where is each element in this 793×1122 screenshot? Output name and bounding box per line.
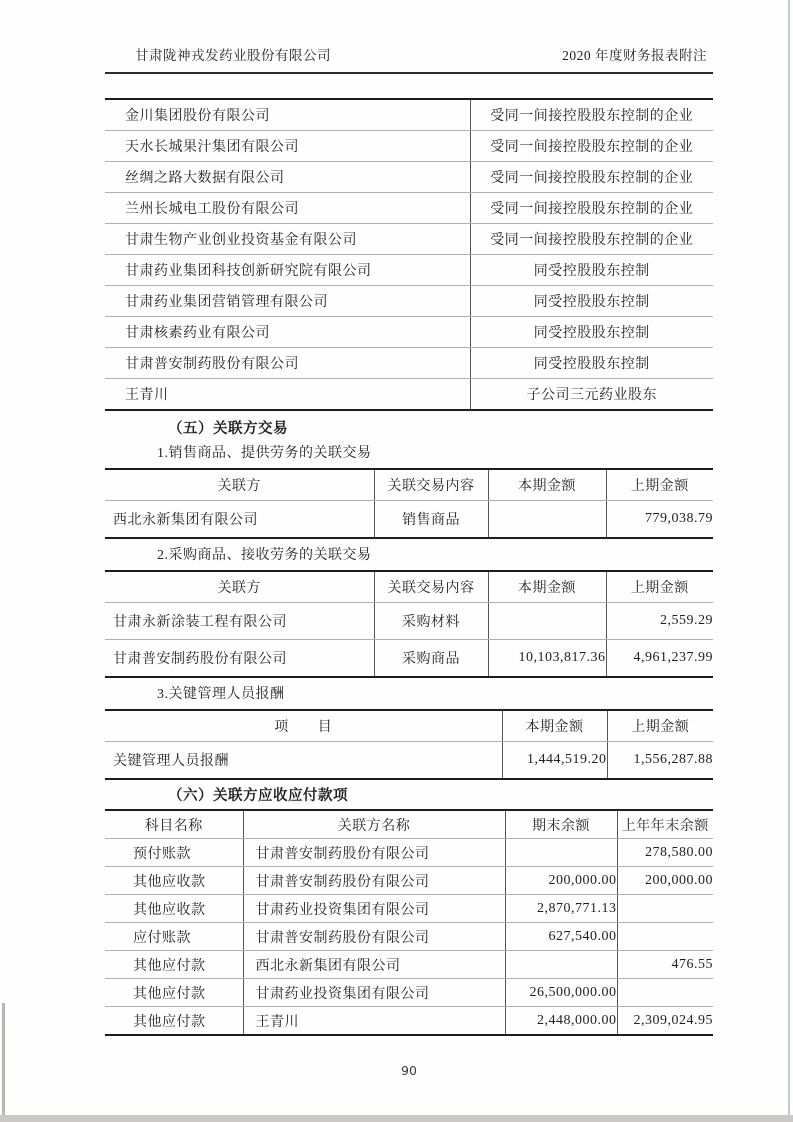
column-header: 关联交易内容 [374, 469, 488, 501]
current-amount-cell [488, 603, 606, 640]
relationship-cell: 受同一间接控股股东控制的企业 [470, 224, 713, 255]
table-row [105, 501, 713, 539]
current-amount-cell: 10,103,817.36 [488, 640, 606, 678]
document-header [105, 47, 713, 74]
prior-year-balance-cell [617, 979, 713, 1007]
table-header-row [105, 469, 713, 501]
key-management-compensation-table [105, 709, 713, 780]
prior-year-balance-cell: 278,580.00 [617, 839, 713, 867]
table-row [105, 193, 713, 224]
table-header-row [105, 710, 713, 742]
account-name-cell: 其他应收款 [105, 867, 243, 895]
party-name-cell: 甘肃普安制药股份有限公司 [105, 640, 374, 678]
page-number: 90 [401, 1063, 417, 1078]
page-content [105, 0, 713, 1078]
prior-amount-cell: 2,559.29 [606, 603, 713, 640]
column-header: 上期金额 [606, 571, 713, 603]
party-name-cell: 金川集团股份有限公司 [105, 99, 470, 131]
prior-year-balance-cell: 200,000.00 [617, 867, 713, 895]
table-row [105, 286, 713, 317]
party-name-cell: 甘肃普安制药股份有限公司 [105, 348, 470, 379]
table-row [105, 224, 713, 255]
scan-right-edge [788, 0, 790, 1122]
party-name-cell: 丝绸之路大数据有限公司 [105, 162, 470, 193]
account-name-cell: 其他应付款 [105, 1007, 243, 1036]
party-name-cell: 甘肃永新涂装工程有限公司 [105, 603, 374, 640]
column-header: 本期金额 [502, 710, 607, 742]
account-name-cell: 其他应付款 [105, 951, 243, 979]
table-row [105, 923, 713, 951]
prior-amount-cell: 779,038.79 [645, 511, 713, 526]
party-name-cell: 王青川 [105, 379, 470, 411]
table-row [105, 99, 713, 131]
report-title: 2020 年度财务报表附注 [562, 48, 707, 63]
relationship-cell: 受同一间接控股股东控制的企业 [470, 99, 713, 131]
ending-balance-cell: 2,870,771.13 [505, 895, 617, 923]
party-name-cell: 甘肃药业集团科技创新研究院有限公司 [105, 255, 470, 286]
section5-sub1-title: 1.销售商品、提供劳务的关联交易 [157, 446, 372, 461]
ending-balance-cell: 200,000.00 [505, 867, 617, 895]
column-header: 项 目 [105, 710, 502, 742]
account-name-cell: 其他应付款 [105, 979, 243, 1007]
table-row [105, 951, 713, 979]
relationship-cell: 同受控股股东控制 [470, 286, 713, 317]
table-row [105, 379, 713, 411]
table-row [105, 255, 713, 286]
scan-left-edge [2, 1003, 5, 1115]
party-name-cell: 甘肃药业投资集团有限公司 [243, 979, 505, 1007]
related-party-balances-table [105, 809, 713, 1036]
column-header: 上期金额 [606, 469, 713, 501]
table-row [105, 867, 713, 895]
table-row [105, 1007, 713, 1036]
relationship-cell: 受同一间接控股股东控制的企业 [470, 131, 713, 162]
table-row [105, 131, 713, 162]
table-row [105, 348, 713, 379]
party-name-cell: 甘肃核素药业有限公司 [105, 317, 470, 348]
party-name-cell: 甘肃生物产业创业投资基金有限公司 [105, 224, 470, 255]
table-row [105, 839, 713, 867]
table-row [105, 317, 713, 348]
table-header-row [105, 571, 713, 603]
account-name-cell: 预付账款 [105, 839, 243, 867]
section5-title: （五）关联方交易 [168, 421, 288, 437]
relationship-cell: 子公司三元药业股东 [526, 388, 657, 403]
column-header: 上期金额 [607, 710, 713, 742]
table-header-row [105, 810, 713, 839]
table-row [105, 603, 713, 640]
prior-year-balance-cell [617, 923, 713, 951]
relationship-cell: 同受控股股东控制 [470, 348, 713, 379]
party-name-cell: 甘肃普安制药股份有限公司 [243, 839, 505, 867]
relationship-cell: 受同一间接控股股东控制的企业 [470, 193, 713, 224]
prior-year-balance-cell: 476.55 [617, 951, 713, 979]
ending-balance-cell [505, 839, 617, 867]
column-header: 关联方 [105, 469, 374, 501]
party-name-cell: 西北永新集团有限公司 [243, 951, 505, 979]
scan-bottom-edge [0, 1115, 793, 1122]
column-header: 关联方名称 [243, 810, 505, 839]
party-name-cell: 天水长城果汁集团有限公司 [105, 131, 470, 162]
transaction-type-cell: 采购材料 [374, 603, 488, 640]
column-header: 上年年末余额 [617, 810, 713, 839]
section5-sub3-title: 3.关键管理人员报酬 [157, 687, 285, 702]
party-name-cell: 甘肃普安制药股份有限公司 [243, 867, 505, 895]
party-name-cell: 甘肃药业投资集团有限公司 [243, 895, 505, 923]
column-header: 关联方 [105, 571, 374, 603]
party-name-cell: 王青川 [243, 1007, 505, 1036]
ending-balance-cell: 627,540.00 [505, 923, 617, 951]
table-row [105, 742, 713, 780]
section6-title: （六）关联方应收应付款项 [168, 788, 348, 804]
party-name-cell: 甘肃药业集团营销管理有限公司 [105, 286, 470, 317]
table-row [105, 640, 713, 678]
table-row [105, 895, 713, 923]
sales-transactions-table [105, 468, 713, 539]
section5-sub2-title: 2.采购商品、接收劳务的关联交易 [157, 548, 372, 563]
table-row [105, 979, 713, 1007]
account-name-cell: 应付账款 [105, 923, 243, 951]
item-name-cell: 关键管理人员报酬 [105, 742, 502, 780]
transaction-type-cell: 销售商品 [374, 501, 488, 539]
table-row [105, 162, 713, 193]
party-name-cell: 西北永新集团有限公司 [105, 501, 374, 539]
relationship-cell: 同受控股股东控制 [470, 317, 713, 348]
related-parties-table [105, 98, 713, 411]
account-name-cell: 其他应收款 [105, 895, 243, 923]
party-name-cell: 兰州长城电工股份有限公司 [105, 193, 470, 224]
prior-year-balance-cell [617, 895, 713, 923]
ending-balance-cell: 26,500,000.00 [505, 979, 617, 1007]
column-header: 本期金额 [488, 571, 606, 603]
prior-amount-cell: 4,961,237.99 [633, 650, 713, 665]
purchase-transactions-table [105, 570, 713, 678]
relationship-cell: 同受控股股东控制 [470, 255, 713, 286]
prior-year-balance-cell: 2,309,024.95 [633, 1012, 713, 1028]
transaction-type-cell: 采购商品 [374, 640, 488, 678]
column-header: 关联交易内容 [374, 571, 488, 603]
ending-balance-cell [505, 951, 617, 979]
party-name-cell: 甘肃普安制药股份有限公司 [243, 923, 505, 951]
prior-amount-cell: 1,556,287.88 [633, 752, 713, 767]
column-header: 本期金额 [488, 469, 606, 501]
column-header: 期末余额 [505, 810, 617, 839]
company-name: 甘肃陇神戎发药业股份有限公司 [135, 48, 331, 63]
current-amount-cell [488, 501, 606, 539]
ending-balance-cell: 2,448,000.00 [505, 1007, 617, 1036]
current-amount-cell: 1,444,519.20 [502, 742, 607, 780]
relationship-cell: 受同一间接控股股东控制的企业 [470, 162, 713, 193]
column-header: 科目名称 [105, 810, 243, 839]
